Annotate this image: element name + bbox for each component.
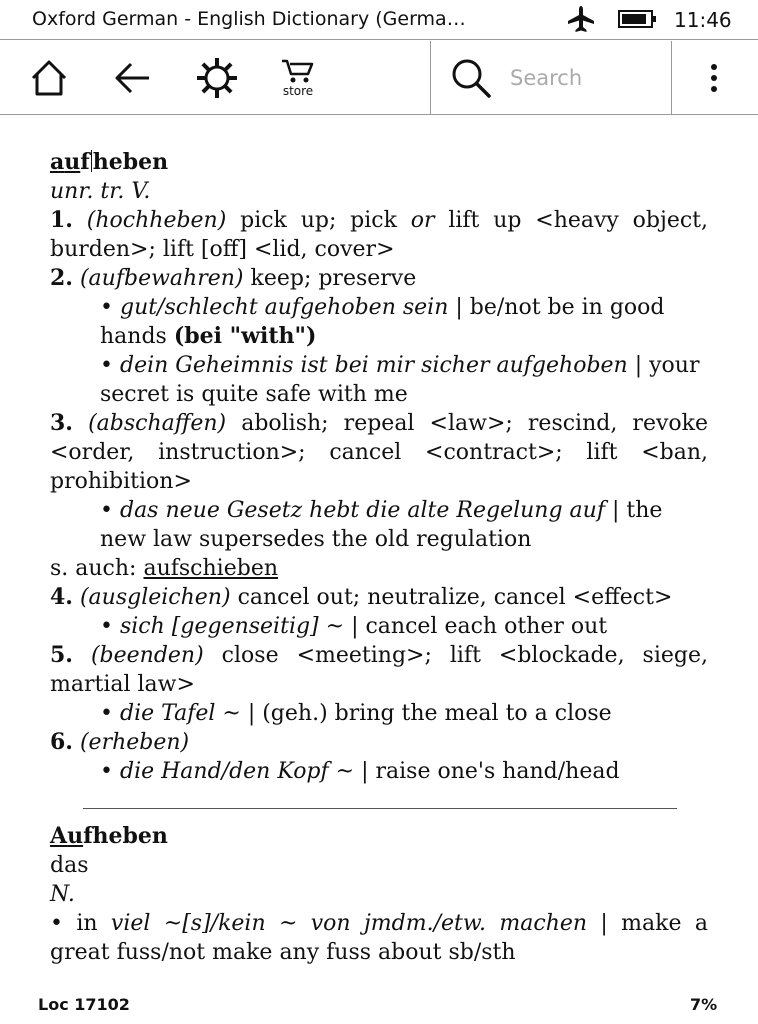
headword: auf heben [50, 149, 169, 175]
example: • die Hand/den Kopf ~ | raise one's hand/head [100, 759, 620, 784]
search-box[interactable] [432, 41, 670, 115]
grammar-label: unr. tr. V. [50, 179, 151, 204]
syllable-divider [91, 150, 92, 172]
toolbar-divider [430, 41, 431, 115]
sense-5-cont: martial law> [50, 672, 195, 697]
settings-gear-icon [196, 57, 238, 99]
store-label: store [282, 84, 314, 98]
sense-1: 1. (hochheben) pick up; pick or lift up <heavy object, [50, 207, 708, 233]
example: • das neue Gesetz hebt die alte Regelung auf | the [100, 498, 663, 523]
store-button[interactable] [272, 41, 324, 115]
sense-1-cont: burden>; lift [off] <lid, cover> [50, 237, 395, 262]
example-cont: new law supersedes the old regulation [100, 527, 532, 552]
cart-icon [280, 58, 316, 86]
entry-divider [83, 808, 677, 809]
sense-3: 3. (abschaffen) abolish; repeal <law>; rescind, revoke [50, 410, 708, 436]
home-button[interactable] [24, 41, 74, 115]
example: • gut/schlecht aufgehoben sein | be/not be in good [100, 295, 665, 320]
battery-icon [618, 9, 658, 29]
gender-label: das [50, 853, 89, 878]
sense-4: 4. (ausgleichen) cancel out; neutralize, cancel <effect> [50, 584, 673, 610]
see-also-link[interactable]: aufschieben [143, 556, 279, 581]
progress-percent: 7% [690, 995, 718, 1014]
status-bar [0, 0, 758, 40]
example-cont: secret is quite safe with me [100, 382, 408, 407]
more-menu-button[interactable] [690, 41, 738, 115]
headword: Aufheben [50, 823, 168, 849]
see-also: s. auch: aufschieben [50, 556, 279, 581]
search-input[interactable] [510, 66, 660, 90]
example: • sich [gegenseitig] ~ | cancel each other out [100, 614, 608, 639]
location-indicator: Loc 17102 [38, 995, 130, 1014]
more-vertical-icon [709, 63, 719, 93]
home-icon [29, 58, 69, 98]
example: • in viel ~[s]/kein ~ von jmdm./etw. machen | make a [50, 911, 708, 936]
toolbar [0, 41, 758, 115]
pos-label: N. [50, 882, 75, 907]
search-icon [450, 57, 492, 99]
example-cont: hands (bei "with") [100, 323, 317, 349]
example: • die Tafel ~ | (geh.) bring the meal to a close [100, 701, 612, 726]
example: • dein Geheimnis ist bei mir sicher aufgehoben | your [100, 353, 700, 378]
dictionary-entry-aufheben [50, 148, 708, 786]
back-button[interactable] [108, 41, 158, 115]
example-cont: great fuss/not make any fuss about sb/sth [50, 940, 516, 965]
dictionary-entry-Aufheben [50, 822, 708, 967]
sense-5: 5. (beenden) close <meeting>; lift <blockade, siege, [50, 642, 708, 668]
sense-2: 2. (aufbewahren) keep; preserve [50, 265, 417, 291]
back-arrow-icon [113, 58, 153, 98]
sense-3-cont: prohibition> [50, 469, 192, 494]
clock: 11:46 [674, 8, 732, 32]
settings-button[interactable] [192, 41, 242, 115]
sense-3-cont: <order, instruction>; cancel <contract>; lift <ban, [50, 440, 708, 465]
sense-6: 6. (erheben) [50, 729, 190, 755]
toolbar-divider [671, 41, 672, 115]
airplane-icon [566, 5, 596, 33]
book-title: Oxford German - English Dictionary (Germa… [32, 8, 466, 30]
